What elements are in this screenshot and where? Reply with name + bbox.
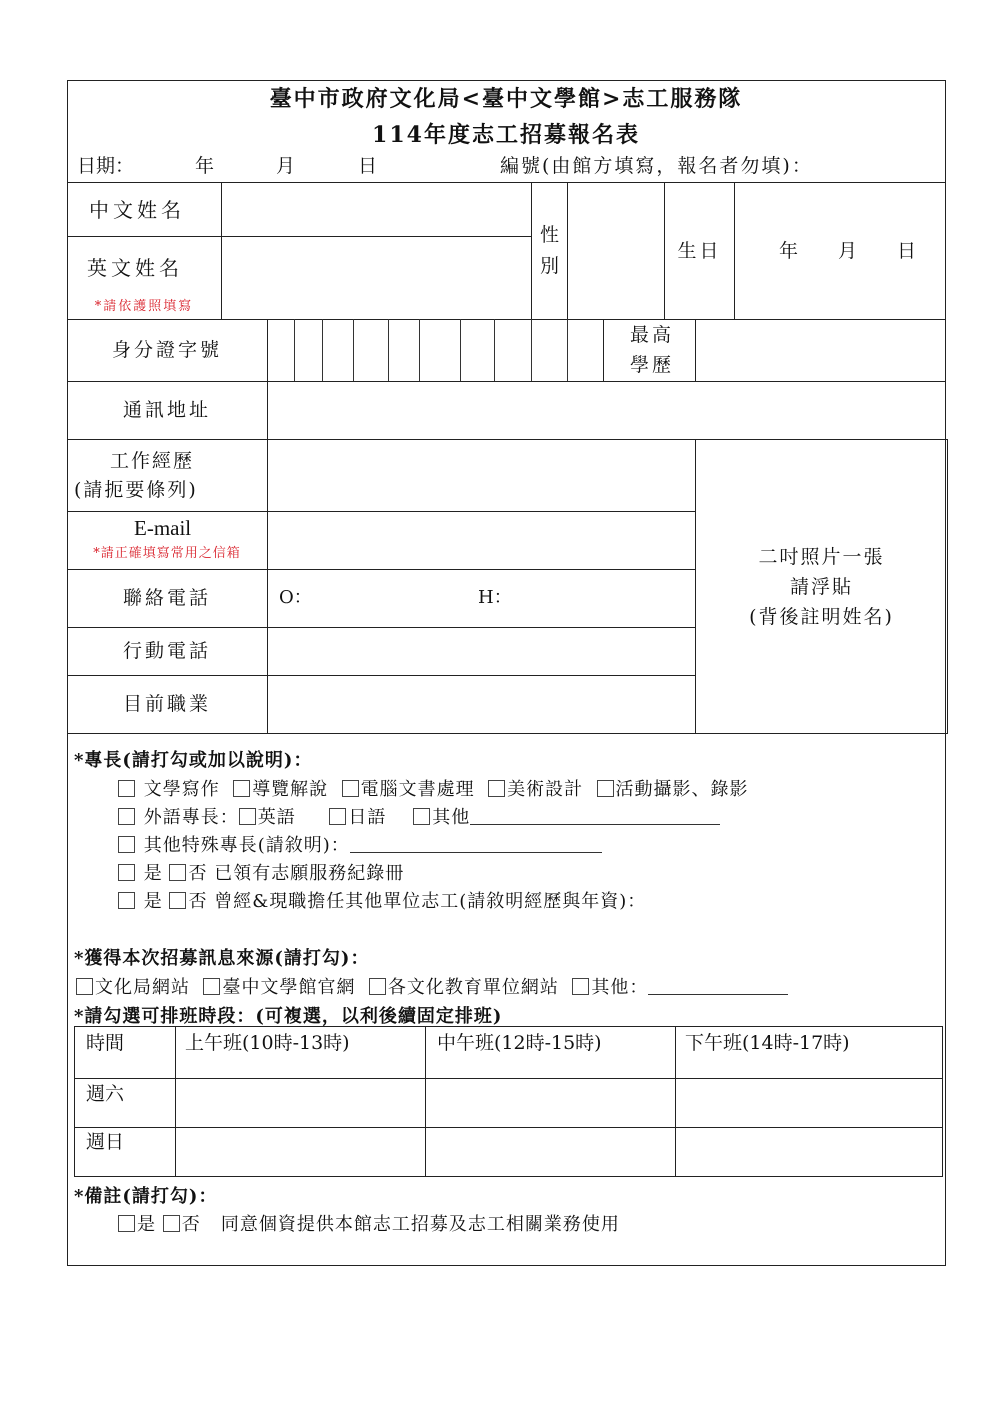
source-options (76, 973, 788, 999)
address-field[interactable] (269, 383, 944, 438)
english-name-label: 英文姓名 (87, 256, 183, 280)
skills-row-5 (118, 887, 646, 913)
skills-row-4 (118, 859, 404, 885)
other-special-input[interactable] (350, 839, 602, 853)
record-book-yes-checkbox[interactable] (118, 864, 135, 881)
work-history-label-line2: (請扼要條列) (74, 479, 198, 501)
divider (695, 439, 696, 733)
divider (531, 182, 532, 319)
divider (603, 319, 604, 381)
schedule-heading: *請勾選可排班時段：(可複選，以利後續固定排班) (74, 1006, 503, 1027)
education-label-line2: 學歷 (630, 354, 675, 376)
skill-guided-tour: 導覽解說 (252, 779, 329, 800)
source-checkbox-other[interactable] (572, 978, 589, 995)
gender-label-line1: 性 (540, 224, 560, 246)
english-name-field[interactable] (223, 238, 530, 318)
saturday-afternoon-cell[interactable] (677, 1080, 942, 1126)
source-museum-website: 臺中文學館官網 (222, 977, 356, 998)
divider (221, 182, 222, 319)
other-volunteer-label: 曾經&現職擔任其他單位志工(請敘明經歷與年資)： (214, 891, 647, 912)
schedule-col-afternoon: 下午班(14時-17時) (685, 1032, 850, 1054)
skill-checkbox-literary-writing[interactable] (118, 780, 135, 797)
source-heading: *獲得本次招募訊息來源(請打勾)： (74, 948, 370, 969)
skill-art-design: 美術設計 (507, 779, 584, 800)
lang-checkbox-other[interactable] (413, 808, 430, 825)
skills-row-2 (118, 803, 720, 829)
work-history-label-line1: 工作經歷 (110, 450, 195, 472)
education-label-line1: 最高 (630, 324, 675, 346)
gender-label-line2: 別 (540, 255, 560, 277)
schedule-col-morning: 上午班(10時-13時) (185, 1032, 350, 1054)
lang-english: 英語 (257, 807, 296, 828)
mobile-label: 行動電話 (122, 640, 211, 663)
divider (67, 733, 948, 734)
birthday-field[interactable] (736, 184, 944, 318)
photo-placeholder[interactable] (697, 441, 946, 732)
address-label: 通訊地址 (122, 399, 211, 422)
divider (67, 236, 531, 237)
divider (695, 319, 696, 381)
source-education-websites: 各文化教育單位網站 (387, 977, 559, 998)
divider (947, 439, 948, 733)
birth-day-label: 日 (897, 240, 917, 262)
mobile-field[interactable] (269, 629, 694, 674)
occupation-label: 目前職業 (122, 693, 211, 716)
divider (67, 511, 695, 512)
source-checkbox-museum-website[interactable] (203, 978, 220, 995)
date-month-label: 月 (276, 155, 296, 177)
divider (425, 1026, 426, 1177)
skill-checkbox-art-design[interactable] (488, 780, 505, 797)
source-checkbox-bureau-website[interactable] (76, 978, 93, 995)
divider (734, 182, 735, 319)
english-name-note: *請依護照填寫 (94, 299, 194, 315)
form-title-line1: 臺中市政府文化局<臺中文學館>志工服務隊 (269, 86, 743, 112)
record-book-yes-label: 是 (143, 863, 163, 884)
id-number-label: 身分證字號 (111, 339, 222, 362)
photo-note-line3: (背後註明姓名) (749, 606, 894, 628)
schedule-col-time: 時間 (86, 1032, 125, 1054)
photo-note-line2: 請浮貼 (789, 576, 853, 598)
saturday-morning-cell[interactable] (177, 1080, 424, 1126)
schedule-row-saturday: 週六 (86, 1083, 125, 1105)
record-book-no-label: 否 (188, 863, 208, 884)
skill-checkbox-foreign-language[interactable] (118, 808, 135, 825)
date-year-label: 年 (195, 155, 215, 177)
source-checkbox-education-websites[interactable] (369, 978, 386, 995)
lang-checkbox-english[interactable] (239, 808, 256, 825)
skill-word-processing: 電腦文書處理 (360, 779, 475, 800)
form-title-line2: 114年度志工招募報名表 (372, 122, 640, 148)
divider (74, 1078, 943, 1079)
phone-field[interactable] (269, 571, 694, 626)
skill-photography: 活動攝影、錄影 (615, 779, 749, 800)
sunday-noon-cell[interactable] (427, 1129, 674, 1175)
date-day-label: 日 (358, 155, 378, 177)
foreign-language-label: 外語專長： (143, 807, 239, 828)
serial-number-label: 編號(由館方填寫，報名者勿填)： (500, 155, 813, 177)
saturday-noon-cell[interactable] (427, 1080, 674, 1126)
birth-month-label: 月 (838, 240, 858, 262)
other-volunteer-yes-label: 是 (143, 891, 163, 912)
schedule-col-noon: 中午班(12時-15時) (437, 1032, 602, 1054)
birthday-label: 生日 (677, 239, 722, 262)
skills-row-1 (118, 775, 749, 801)
consent-no-checkbox[interactable] (163, 1215, 180, 1232)
skill-checkbox-word-processing[interactable] (342, 780, 359, 797)
education-field[interactable] (697, 321, 944, 380)
other-volunteer-no-checkbox[interactable] (169, 892, 186, 909)
divider (675, 1026, 676, 1177)
other-special-label: 其他特殊專長(請敘明)： (143, 835, 350, 856)
divider (267, 319, 268, 733)
consent-yes-checkbox[interactable] (118, 1215, 135, 1232)
lang-japanese: 日語 (348, 807, 387, 828)
phone-label: 聯絡電話 (122, 587, 211, 610)
record-book-no-checkbox[interactable] (169, 864, 186, 881)
photo-note-line1: 二吋照片一張 (758, 546, 885, 568)
phone-home-label: H： (478, 587, 512, 608)
chinese-name-field[interactable] (223, 184, 530, 235)
other-volunteer-yes-checkbox[interactable] (118, 892, 135, 909)
source-bureau-website: 文化局網站 (95, 977, 190, 998)
divider (67, 439, 948, 440)
divider (175, 1026, 176, 1177)
schedule-row-sunday: 週日 (86, 1131, 125, 1153)
consent-text: 同意個資提供本館志工招募及志工相關業務使用 (220, 1214, 620, 1235)
skill-checkbox-photography[interactable] (597, 780, 614, 797)
date-label: 日期： (77, 155, 135, 177)
skills-heading: *專長(請打勾或加以說明)： (74, 750, 313, 771)
skill-checkbox-guided-tour[interactable] (233, 780, 250, 797)
occupation-field[interactable] (269, 677, 694, 732)
birth-year-label: 年 (779, 240, 799, 262)
other-volunteer-no-label: 否 (188, 891, 208, 912)
divider (567, 182, 568, 319)
consent-no-label: 否 (181, 1214, 201, 1235)
sunday-morning-cell[interactable] (177, 1129, 424, 1175)
consent-yes-label: 是 (137, 1214, 156, 1235)
source-other-input[interactable] (648, 981, 788, 995)
skills-row-3 (118, 831, 602, 857)
email-note: *請正確填寫常用之信箱 (93, 546, 241, 562)
remarks-heading: *備註(請打勾)： (74, 1186, 218, 1207)
id-number-field[interactable] (269, 321, 602, 380)
gender-field[interactable] (569, 184, 663, 318)
phone-office-label: O： (279, 587, 312, 608)
email-field[interactable] (269, 513, 694, 568)
lang-checkbox-japanese[interactable] (329, 808, 346, 825)
lang-other-input[interactable] (470, 811, 720, 825)
skill-literary-writing: 文學寫作 (143, 779, 220, 800)
work-history-field[interactable] (269, 441, 694, 510)
skill-checkbox-other-special[interactable] (118, 836, 135, 853)
sunday-afternoon-cell[interactable] (677, 1129, 942, 1175)
email-label: E-mail (134, 516, 192, 540)
remarks-consent-row (118, 1210, 620, 1236)
lang-other: 其他 (432, 807, 471, 828)
divider (74, 1127, 943, 1128)
chinese-name-label: 中文姓名 (89, 197, 185, 222)
source-other: 其他： (591, 977, 649, 998)
record-book-label: 已領有志願服務紀錄冊 (214, 863, 405, 884)
